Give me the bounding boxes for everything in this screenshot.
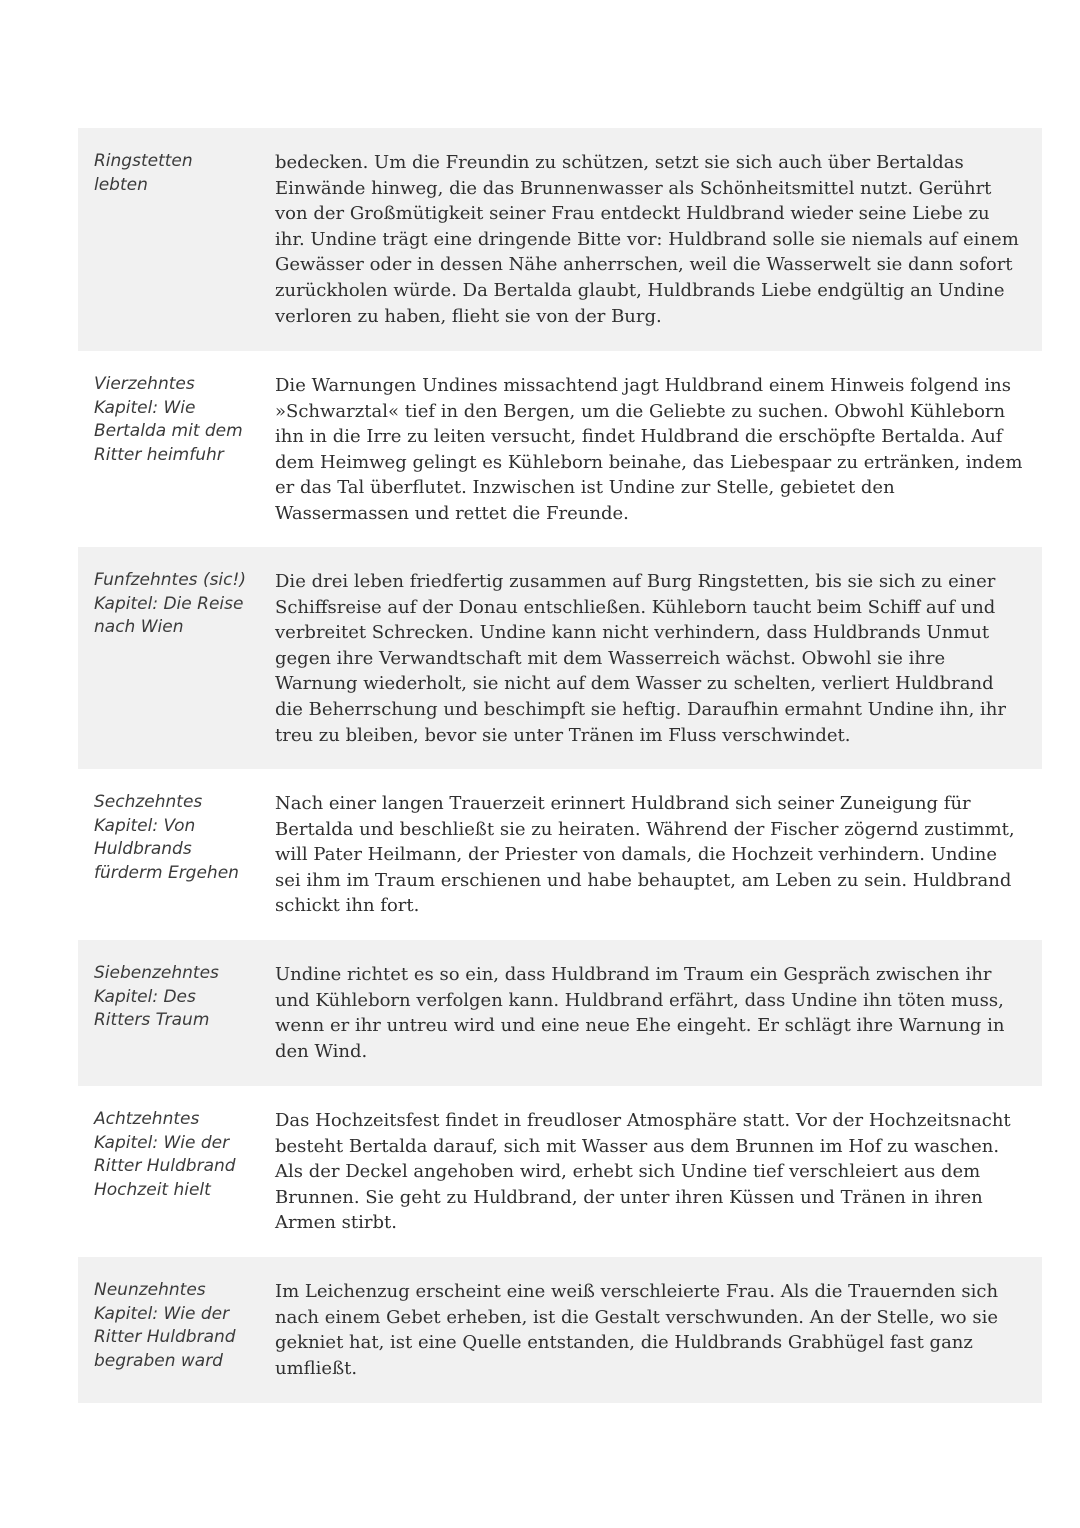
chapter-summary: Im Leichenzug erscheint eine weiß verschleierte Frau. Als die Trauernden sich nach einem Gebet erheben, ist die Gestalt verschwunden. An der Stelle, wo sie gekniet hat, ist eine Quelle entstanden, die Huldbrands Grabhügel fast ganz umfließt. [275, 1281, 999, 1379]
table-row [78, 940, 1042, 1086]
table-row [78, 1257, 1042, 1403]
chapter-summary: Undine richtet es so ein, dass Huldbrand im Traum ein Gespräch zwischen ihr und Kühleborn verfolgen kann. Huldbrand erfährt, dass Undine ihn töten muss, wenn er ihr untreu wird und eine neue Ehe eingeht. Er schlägt ihre Warnung in den Wind. [275, 964, 1005, 1062]
table-row [78, 1086, 1042, 1257]
chapter-summary-table [78, 128, 1042, 1403]
chapter-summary: Die Warnungen Undines missachtend jagt Huldbrand einem Hinweis folgend ins »Schwarztal« tief in den Bergen, um die Geliebte zu suchen. Obwohl Kühleborn ihn in die Irre zu leiten versucht, findet Huldbrand die erschöpfte Bertalda. Auf dem Heimweg gelingt es Kühleborn beinahe, das Liebespaar zu ertränken, indem er das Tal überflutet. Inzwischen ist Undine zur Stelle, gebietet den Wassermassen und rettet die Freunde. [275, 375, 1023, 524]
chapter-title: Vierzehntes Kapitel: Wie Bertalda mit dem Ritter heimfuhr [94, 374, 243, 465]
chapter-summary: Nach einer langen Trauerzeit erinnert Huldbrand sich seiner Zuneigung für Bertalda und beschließt sie zu heiraten. Während der Fischer zögernd zustimmt, will Pater Heilmann, der Priester von damals, die Hochzeit verhindern. Undine sei ihm im Traum erschienen und habe behauptet, am Leben zu sein. Huldbrand schickt ihn fort. [275, 793, 1015, 917]
table-row [78, 769, 1042, 940]
chapter-summary: Die drei leben friedfertig zusammen auf Burg Ringstetten, bis sie sich zu einer Schiffsreise auf der Donau entschließen. Kühleborn taucht beim Schiff auf und verbreitet Schrecken. Undine kann nicht verhindern, dass Huldbrands Unmut gegen ihre Verwandtschaft mit dem Wasserreich wächst. Obwohl sie ihre Warnung wiederholt, sie nicht auf dem Wasser zu schelten, verliert Huldbrand die Beherrschung und beschimpft sie heftig. Daraufhin ermahnt Undine ihn, ihr treu zu bleiben, bevor sie unter Tränen im Fluss verschwindet. [275, 571, 1007, 746]
chapter-title: Ringstetten lebten [94, 151, 193, 195]
chapter-title: Sechzehntes Kapitel: Von Huldbrands fürderm Ergehen [94, 792, 239, 883]
table-row [78, 547, 1042, 769]
chapter-summary: Das Hochzeitsfest findet in freudloser Atmosphäre statt. Vor der Hochzeitsnacht besteht Bertalda darauf, sich mit Wasser aus dem Brunnen im Hof zu waschen. Als der Deckel angehoben wird, erhebt sich Undine tief verschleiert aus dem Brunnen. Sie geht zu Huldbrand, der unter ihren Küssen und Tränen in ihren Armen stirbt. [275, 1110, 1011, 1234]
table-row [78, 128, 1042, 351]
chapter-title: Siebenzehntes Kapitel: Des Ritters Traum [94, 963, 219, 1030]
chapter-summary: bedecken. Um die Freundin zu schützen, setzt sie sich auch über Bertaldas Einwände hinweg, die das Brunnenwasser als Schönheitsmittel nutzt. Gerührt von der Großmütigkeit seiner Frau entdeckt Huldbrand wieder seine Liebe zu ihr. Undine trägt eine dringende Bitte vor: Huldbrand solle sie niemals auf einem Gewässer oder in dessen Nähe anherrschen, weil die Wasserwelt sie dann sofort zurückholen würde. Da Bertalda glaubt, Huldbrands Liebe endgültig an Undine verloren zu haben, flieht sie von der Burg. [275, 152, 1019, 327]
table-row [78, 351, 1042, 547]
chapter-title: Achtzehntes Kapitel: Wie der Ritter Huldbrand Hochzeit hielt [94, 1109, 236, 1200]
chapter-title: Funfzehntes (sic!) Kapitel: Die Reise nach Wien [94, 570, 246, 637]
chapter-title: Neunzehntes Kapitel: Wie der Ritter Huldbrand begraben ward [94, 1280, 236, 1371]
